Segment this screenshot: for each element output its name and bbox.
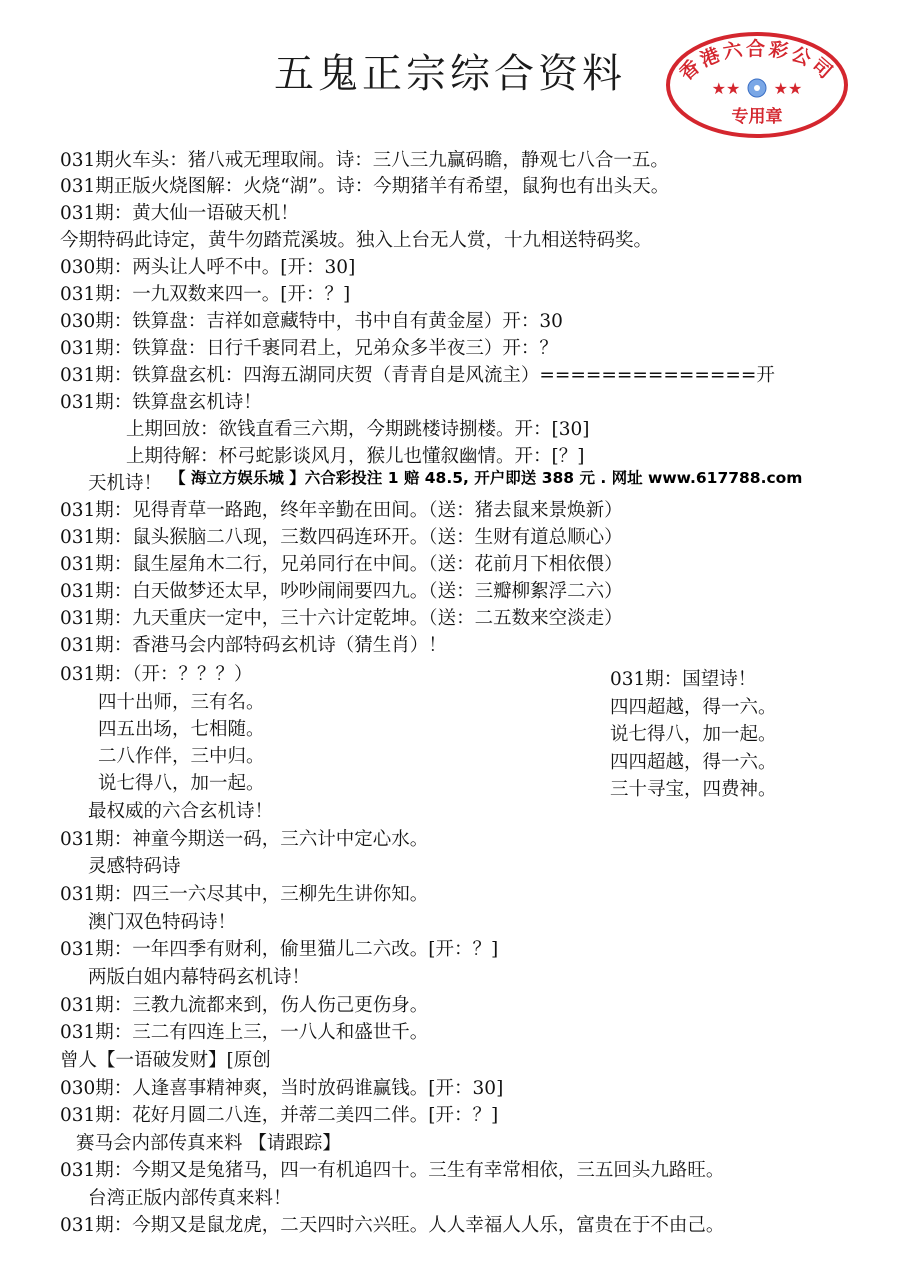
flower-icon xyxy=(748,79,766,97)
text-line: 031期：今期又是鼠龙虎，二天四时六兴旺。人人幸福人人乐，富贵在于不由己。 xyxy=(60,1215,725,1236)
section-heading: 灵感特码诗 xyxy=(88,856,181,877)
svg-text:★★: ★★ xyxy=(773,79,803,98)
text-line: 031期：花好月圆二八连，并蒂二美四二伴。[开：？] xyxy=(60,1105,499,1126)
text-line: 031期：铁算盘：日行千裹同君上，兄弟众多半夜三）开：？ xyxy=(60,338,558,359)
text-line: 031期：白天做梦还太早，吵吵闹闹要四九。（送：三瓣柳絮浮二六） xyxy=(60,581,623,602)
company-seal xyxy=(664,30,850,140)
poem-line: 四五出场，七相随。 xyxy=(98,719,265,740)
text-line: 031期：香港马会内部特码玄机诗（猜生肖）！ xyxy=(60,635,447,656)
text-line: 031期：三教九流都来到，伤人伤己更伤身。 xyxy=(60,995,429,1016)
text-line: 031期：鼠生屋角木二行，兄弟同行在中间。（送：花前月下相依偎） xyxy=(60,554,623,575)
svg-text:★★: ★★ xyxy=(711,79,741,98)
right-column-line: 四四超越，得一六。 xyxy=(610,697,777,718)
poem-line: 说七得八，加一起。 xyxy=(98,773,265,794)
text-line: 031期：四三一六尽其中，三柳先生讲你知。 xyxy=(60,884,429,905)
right-column-line: 四四超越，得一六。 xyxy=(610,752,777,773)
text-line: 031期：九天重庆一定中，三十六计定乾坤。（送：二五数来空淡走） xyxy=(60,608,623,629)
svg-text:香港六合彩公司: 香港六合彩公司 xyxy=(675,37,839,86)
text-line: 今期特码此诗定，黄牛勿踏荒溪坡。独入上台无人赏，十九相送特码奖。 xyxy=(60,230,653,251)
text-line: 031期：一九双数来四一。[开：？] xyxy=(60,284,351,305)
section-heading: 澳门双色特码诗！ xyxy=(88,912,237,933)
section-heading: 天机诗！ xyxy=(88,473,163,494)
text-line: 031期正版火烧图解：火烧“湖”。诗：今期猪羊有希望，鼠狗也有出头天。 xyxy=(60,176,670,197)
text-line: 031期：铁算盘玄机：四海五湖同庆贺（青青自是风流主）==============开 xyxy=(60,365,775,386)
text-line: 031期：一年四季有财利，偷里猫儿二六改。[开：？] xyxy=(60,939,499,960)
section-heading: 两版白姐内幕特码玄机诗！ xyxy=(88,967,311,988)
text-line: 031期：（开：？？？） xyxy=(60,664,253,685)
text-line: 031期：铁算盘玄机诗！ xyxy=(60,392,262,413)
ad-banner: 【 海立方娱乐城 】六合彩投注 1 赔 48.5, 开户即送 388 元 . 网址 www.617788.com xyxy=(170,469,803,487)
svg-text:专用章: 专用章 xyxy=(731,107,783,127)
text-line: 030期：铁算盘：吉祥如意藏特中，书中自有黄金屋）开：30 xyxy=(60,311,563,332)
page-title: 五鬼正宗综合资料 xyxy=(274,51,626,97)
text-line: 上期待解：杯弓蛇影谈风月，猴儿也懂叙幽情。开：[？] xyxy=(126,446,585,467)
text-line: 031期：今期又是兔猪马，四一有机追四十。三生有幸常相依，三五回头九路旺。 xyxy=(60,1160,725,1181)
text-line: 031期火车头：猪八戒无理取闹。诗：三八三九赢码瞻，静观七八合一五。 xyxy=(60,150,669,171)
section-heading: 赛马会内部传真来料 【请跟踪】 xyxy=(76,1133,341,1154)
text-line: 031期：见得青草一路跑，终年辛勤在田间。（送：猪去鼠来景焕新） xyxy=(60,500,623,521)
right-column-line: 说七得八，加一起。 xyxy=(610,724,777,745)
text-line: 031期：神童今期送一码，三六计中定心水。 xyxy=(60,829,429,850)
section-heading: 最权威的六合玄机诗！ xyxy=(88,801,274,822)
text-line: 030期：两头让人呼不中。[开：30] xyxy=(60,257,356,278)
text-line: 031期：鼠头猴脑二八现，三数四码连环开。（送：生财有道总顺心） xyxy=(60,527,623,548)
poem-line: 四十出师，三有名。 xyxy=(98,692,265,713)
text-line: 031期：三二有四连上三，一八人和盛世千。 xyxy=(60,1022,429,1043)
text-line: 上期回放：欲钱直看三六期，今期跳楼诗捌楼。开：[30] xyxy=(126,419,590,440)
text-line: 030期：人逢喜事精神爽，当时放码谁赢钱。[开：30] xyxy=(60,1078,504,1099)
text-line: 031期：黄大仙一语破天机！ xyxy=(60,203,299,224)
right-column-heading: 031期：国望诗！ xyxy=(610,669,757,690)
right-column-line: 三十寻宝，四费神。 xyxy=(610,779,777,800)
section-heading: 曾人【一语破发财】[原创 xyxy=(60,1050,271,1071)
poem-line: 二八作伴，三中归。 xyxy=(98,746,265,767)
section-heading: 台湾正版内部传真来料！ xyxy=(88,1188,292,1209)
